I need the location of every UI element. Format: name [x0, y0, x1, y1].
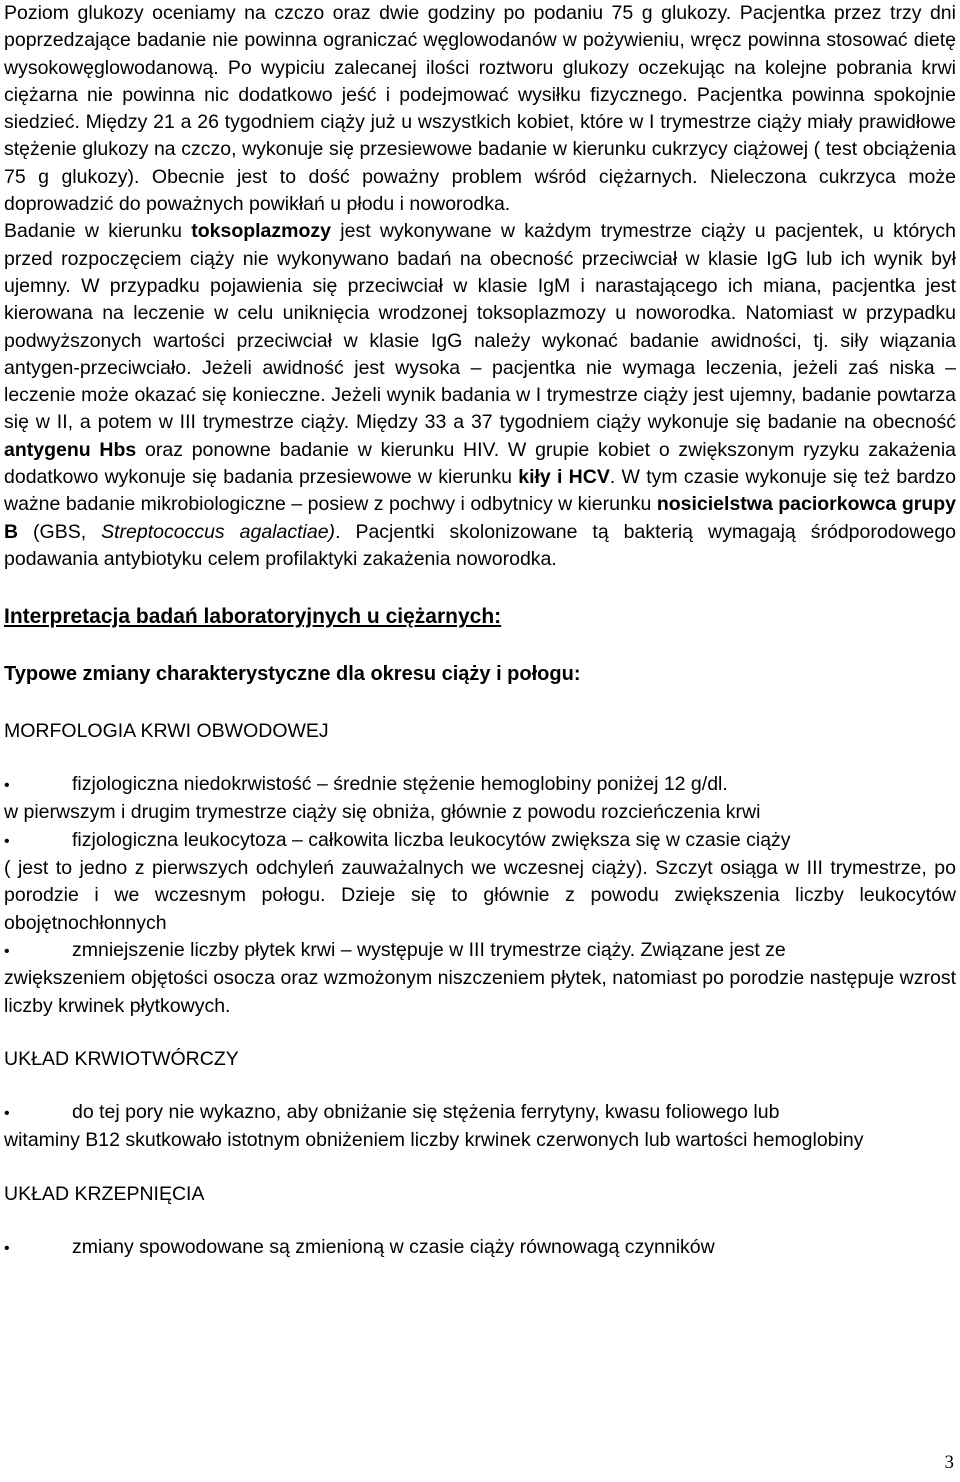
- section-subheading: Typowe zmiany charakterystyczne dla okresu ciąży i połogu:: [4, 662, 581, 685]
- bold-term-hbs-antigen: antygenu Hbs: [4, 438, 137, 461]
- list-item-lead: fizjologiczna leukocytoza – całkowita liczba leukocytów zwiększa się w czasie ciąży: [72, 828, 791, 851]
- list-item-lead: zmiany spowodowane są zmienioną w czasie ciąży równowagą czynników: [72, 1235, 715, 1258]
- paragraph-glucose-test: [4, 0, 956, 218]
- list-item-lead: fizjologiczna niedokrwistość – średnie stężenie hemoglobiny poniżej 12 g/dl.: [72, 773, 728, 796]
- list-item: [4, 827, 956, 855]
- document-page: [4, 0, 956, 1262]
- bullet-icon: •: [4, 1105, 10, 1123]
- list-item: [4, 937, 956, 965]
- list-item-continuation: w pierwszym i drugim trymestrze ciąży się obniża, głównie z powodu rozcieńczenia krwi: [4, 801, 761, 824]
- list-item: [4, 1099, 956, 1127]
- paragraph-text: oraz ponowne badanie w kierunku HIV. W grupie kobiet o zwiększonym ryzyku zakażenia dodatkowo wykonuje się badania przesiewowe w kierunku: [4, 438, 956, 489]
- bold-term-gbs-carriage: nosicielstwa paciorkowca grupy B: [4, 493, 956, 543]
- list-item-continuation: witaminy B12 skutkowało istotnym obniżeniem liczby krwinek czerwonych lub wartości hemoglobiny: [4, 1129, 864, 1152]
- bullet-icon: •: [4, 832, 10, 850]
- list-item-lead: zmniejszenie liczby płytek krwi – występuje w III trymestrze ciąży. Związane jest ze: [72, 938, 786, 961]
- list-item-continuation: zwiększeniem objętości osocza oraz wzmożonym niszczeniem płytek, natomiast po porodzie następuje wzrost liczby krwinek płytkowych.: [4, 967, 956, 1017]
- list-item-continuation: ( jest to jedno z pierwszych odchyleń zauważalnych we wczesnej ciąży). Szczyt osiąga w III trymestrze, po porodzie i we wczesnym połogu. Dzieje się to głównie z powodu zwiększenia liczby leukocytów obojętnochłonnych: [4, 857, 956, 934]
- paragraph-text: Poziom glukozy oceniamy na czczo oraz dwie godziny po podaniu 75 g glukozy. Pacjentka przez trzy dni poprzedzające badanie nie powinna ograniczać węglowodanów w pożywieniu, wręcz powinna stosować dietę wysokowęglowodanową. Po wypiciu zalecanej ilości roztworu glukozy oczekując na kolejne pobrania krwi ciężarna nie powinna nic dodatkowo jeść i podejmować wysiłku fizycznego. Pacjentka powinna spokojnie siedzieć. Między 21 a 26 tygodniem ciąży już u wszystkich kobiet, które w I trymestrze ciąży miały prawidłowe stężenie glukozy na czczo, wykonuje się przesiewowe badanie w kierunku cukrzycy ciążowej ( test obciążenia 75 g glukozy). Obecnie jest to dość poważny problem wśród ciężarnych. Nieleczona cukrzyca może doprowadzić do poważnych powikłań u płodu i noworodka.: [4, 2, 956, 216]
- page-number: 3: [944, 1452, 954, 1473]
- paragraph-toxoplasmosis: [4, 218, 956, 573]
- paragraph-text: jest wykonywane w każdym trymestrze ciąży u pacjentek, u których przed rozpoczęciem ciąży nie wykonywano badań na obecność przeciwciał w klasie IgG lub ich wynik był ujemny. W przypadku pojawienia się przeciwciał w klasie IgM i narastającego ich miana, pacjentka jest kierowana na leczenie w celu uniknięcia wrodzonej toksoplazmozy u noworodka. Natomiast w przypadku podwyższonych wartości przeciwciał w klasie IgG należy wykonać badanie awidności, tj. siły wiązania antygen-przeciwciało. Jeżeli awidność jest wysoka – pacjentka nie wymaga leczenia, jeżeli zaś niska – leczenie może okazać się konieczne. Jeżeli wynik badania w I trymestrze ciąży jest ujemny, badanie powtarza się w II, a potem w III trymestrze ciąży. Między 33 a 37 tygodniem ciąży wykonuje się badanie na obecność: [4, 220, 956, 434]
- list-item: [4, 1234, 956, 1262]
- paragraph-text: . W tym czasie wykonuje się też bardzo ważne badanie mikrobiologiczne – posiew z pochwy i odbytnicy w kierunku: [4, 466, 956, 516]
- section-title-morfologia: MORFOLOGIA KRWI OBWODOWEJ: [4, 719, 329, 742]
- paragraph-text: (GBS,: [18, 520, 102, 543]
- italic-term-species: Streptococcus agalactiae): [101, 520, 336, 543]
- list-item: [4, 771, 956, 799]
- paragraph-text: Badanie w kierunku: [4, 220, 192, 243]
- section-title-krwiotworczy: UKŁAD KRWIOTWÓRCZY: [4, 1047, 239, 1070]
- list-item-lead: do tej pory nie wykazno, aby obniżanie się stężenia ferrytyny, kwasu foliowego lub: [72, 1101, 780, 1124]
- bullet-icon: •: [4, 942, 10, 960]
- paragraph-text: . Pacjentki skolonizowane tą bakterią wymagają śródporodowego podawania antybiotyku celem profilaktyki zakażenia noworodka.: [4, 520, 957, 570]
- section-title-krzepniecia: UKŁAD KRZEPNIĘCIA: [4, 1182, 205, 1205]
- bold-term-toxoplasmosis: toksoplazmozy: [191, 220, 331, 243]
- bullet-icon: •: [4, 777, 10, 795]
- bullet-icon: •: [4, 1239, 10, 1257]
- bold-term-syphilis-hcv: kiły i HCV: [518, 466, 610, 489]
- section-heading: Interpretacja badań laboratoryjnych u ciężarnych:: [4, 605, 502, 629]
